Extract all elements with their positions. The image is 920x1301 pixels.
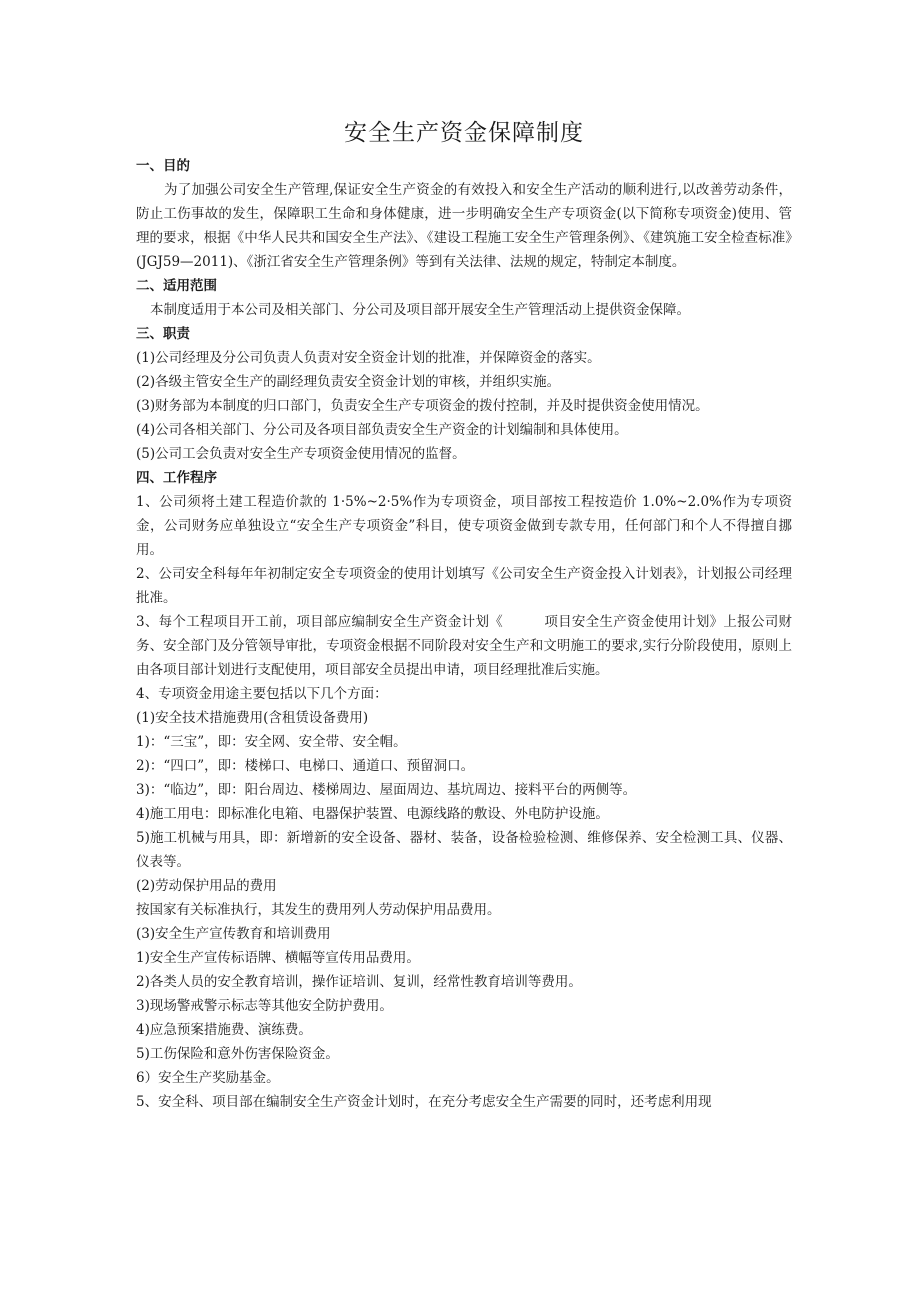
procedure-item: 4、专项资金用途主要包括以下几个方面： bbox=[136, 686, 388, 702]
procedure-item: 5)施工机械与用具，即：新增新的安全设备、器材、装备，设备检验检测、维修保养、安全检测工具、仪器、仪表等。 bbox=[136, 830, 792, 870]
procedure-item: 2)各类人员的安全教育培训，操作证培训、复训，经常性教育培训等费用。 bbox=[136, 974, 582, 990]
section-heading-purpose: 一、目的 bbox=[136, 158, 190, 174]
procedure-item: 5)工伤保险和意外伤害保险资金。 bbox=[136, 1046, 339, 1062]
procedure-item: 3)现场警戒警示标志等其他安全防护费用。 bbox=[136, 998, 393, 1014]
procedure-item: 5、安全科、项目部在编制安全生产资金计划时，在充分考虑安全生产需要的同时，还考虑利用现 bbox=[136, 1094, 712, 1110]
procedure-item: 2、公司安全科每年年初制定安全专项资金的使用计划填写《公司安全生产资金投入计划表》，计划报公司经理批准。 bbox=[136, 566, 792, 606]
responsibility-item: (4)公司各相关部门、分公司及各项目部负责安全生产资金的计划编制和具体使用。 bbox=[136, 422, 628, 438]
responsibility-item: (5)公司工会负责对安全生产专项资金使用情况的监督。 bbox=[136, 446, 466, 462]
section-purpose-paragraph: 为了加强公司安全生产管理,保证安全生产资金的有效投入和安全生产活动的顺利进行,以改善劳动条件，防止工伤事故的发生，保障职工生命和身体健康，进一步明确安全生产专项资金(以下简称专项资金)使用、管理的要求，根据《中华人民共和国安全生产法》、《建设工程施工安全生产管理条例》、《建筑施工安全检查标准》(JGJ59—2011)、《浙江省安全生产管理条例》等到有关法律、法规的规定，特制定本制度。 bbox=[136, 182, 792, 270]
responsibility-item: (3)财务部为本制度的归口部门，负责安全生产专项资金的拨付控制，并及时提供资金使用情况。 bbox=[136, 398, 709, 414]
procedure-item: 3、每个工程项目开工前，项目部应编制安全生产资金计划《 项目安全生产资金使用计划》上报公司财务、安全部门及分管领导审批，专项资金根据不同阶段对安全生产和文明施工的要求,实行分阶段使用，原则上由各项目部计划进行支配使用，项目部安全员提出申请，项目经理批准后实施。 bbox=[136, 614, 792, 678]
procedure-item: (1)安全技术措施费用(含租赁设备费用) bbox=[136, 710, 369, 726]
section-heading-responsibilities: 三、职责 bbox=[136, 326, 190, 342]
procedure-item: (2)劳动保护用品的费用 bbox=[136, 878, 277, 894]
procedure-item: 6）安全生产奖励基金。 bbox=[136, 1070, 280, 1086]
responsibility-item: (1)公司经理及分公司负责人负责对安全资金计划的批准，并保障资金的落实。 bbox=[136, 350, 601, 366]
responsibility-item: (2)各级主管安全生产的副经理负责安全资金计划的审核，并组织实施。 bbox=[136, 374, 561, 390]
procedure-item: 2)：“四口”，即：楼梯口、电梯口、通道口、预留洞口。 bbox=[136, 758, 475, 774]
procedure-item: 4)施工用电：即标准化电箱、电器保护装置、电源线路的敷设、外电防护设施。 bbox=[136, 806, 609, 822]
procedure-item: (3)安全生产宣传教育和培训费用 bbox=[136, 926, 331, 942]
procedure-item: 3)：“临边”，即：阳台周边、楼梯周边、屋面周边、基坑周边、接料平台的两侧等。 bbox=[136, 782, 637, 798]
procedure-item: 4)应急预案措施费、演练费。 bbox=[136, 1022, 312, 1038]
document-title: 安全生产资金保障制度 bbox=[344, 120, 584, 146]
procedure-item: 1)安全生产宣传标语牌、横幅等宣传用品费用。 bbox=[136, 950, 420, 966]
procedure-item: 1)：“三宝”，即：安全网、安全带、安全帽。 bbox=[136, 734, 407, 750]
section-heading-procedure: 四、工作程序 bbox=[136, 470, 217, 486]
procedure-item: 1、公司须将土建工程造价款的 1·5%~2·5%作为专项资金，项目部按工程按造价 1.0%~2.0%作为专项资金，公司财务应单独设立“安全生产专项资金”科目，使专项资金做到专款专用，任何部门和个人不得擅自挪用。 bbox=[136, 494, 792, 558]
section-heading-scope: 二、适用范围 bbox=[136, 278, 217, 294]
procedure-item: 按国家有关标准执行，其发生的费用列人劳动保护用品费用。 bbox=[136, 902, 501, 918]
section-scope-paragraph: 本制度适用于本公司及相关部门、分公司及项目部开展安全生产管理活动上提供资金保障。 bbox=[150, 302, 690, 318]
